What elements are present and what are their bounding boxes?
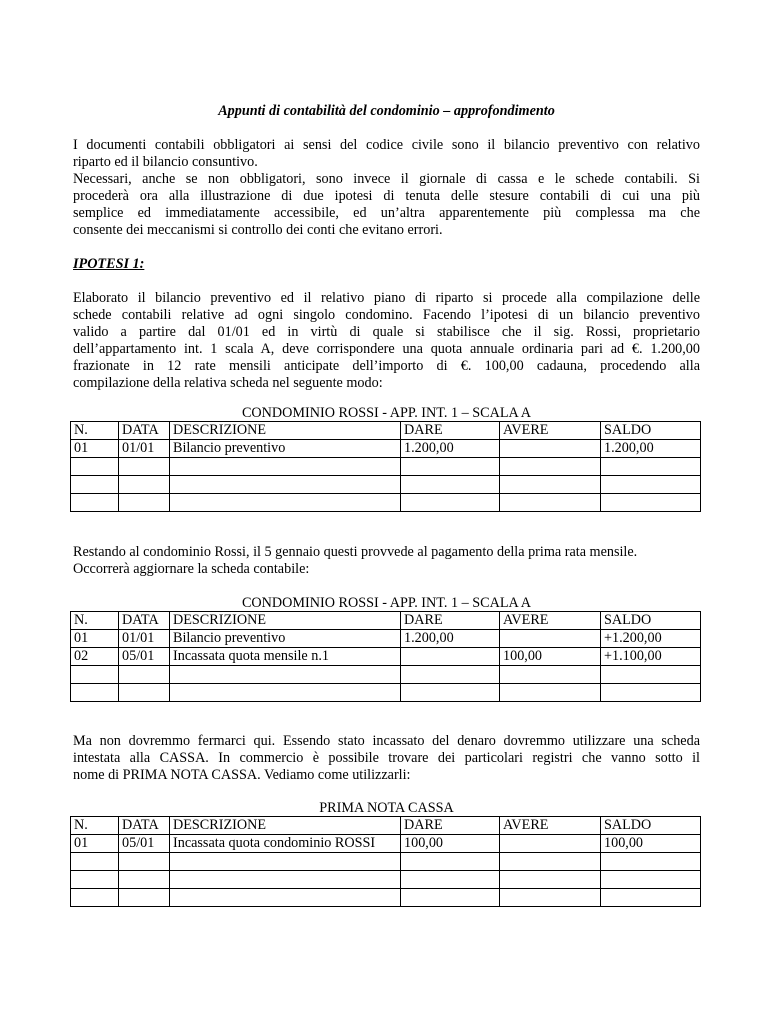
text-line: Ma non dovremmo fermarci qui. Essendo stato incassato del denaro dovremmo utilizzare una scheda bbox=[73, 733, 700, 749]
text-line: Restando al condominio Rossi, il 5 gennaio questi provvede al pagamento della prima rata mensile. bbox=[73, 544, 638, 560]
prima-nota-cassa-table bbox=[70, 816, 701, 907]
table-cell bbox=[71, 871, 119, 889]
header-cell: N. bbox=[71, 817, 119, 835]
table-row bbox=[71, 684, 701, 702]
header-cell: DARE bbox=[401, 612, 500, 630]
table-cell bbox=[170, 853, 401, 871]
table-cell bbox=[119, 889, 170, 907]
table-row bbox=[71, 666, 701, 684]
table-cell bbox=[170, 871, 401, 889]
table-caption: CONDOMINIO ROSSI - APP. INT. 1 – SCALA A bbox=[241, 595, 532, 611]
table-cell bbox=[500, 630, 601, 648]
text-line: Elaborato il bilancio preventivo ed il relativo piano di riparto si procede alla compilazione delle bbox=[73, 290, 700, 306]
table-cell bbox=[401, 889, 500, 907]
table-header-row bbox=[71, 422, 701, 440]
table-cell: +1.100,00 bbox=[601, 648, 701, 666]
text-line: frazionate in 12 rate mensili anticipate dell’importo di €. 100,00 cadauna, procedendo alla bbox=[73, 358, 700, 374]
table-cell: 01/01 bbox=[119, 630, 170, 648]
table-header-row bbox=[71, 817, 701, 835]
table-caption: PRIMA NOTA CASSA bbox=[319, 800, 454, 816]
header-cell: SALDO bbox=[601, 612, 701, 630]
table-cell: 1.200,00 bbox=[401, 440, 500, 458]
table-cell: 100,00 bbox=[500, 648, 601, 666]
header-cell: AVERE bbox=[500, 817, 601, 835]
table-cell bbox=[601, 666, 701, 684]
header-cell: DESCRIZIONE bbox=[170, 422, 401, 440]
header-cell: AVERE bbox=[500, 422, 601, 440]
table-row bbox=[71, 630, 701, 648]
text-line: Occorrerà aggiornare la scheda contabile: bbox=[73, 561, 310, 577]
table-caption: CONDOMINIO ROSSI - APP. INT. 1 – SCALA A bbox=[241, 405, 532, 421]
table-row bbox=[71, 494, 701, 512]
table-row bbox=[71, 440, 701, 458]
table-cell bbox=[500, 666, 601, 684]
table-row bbox=[71, 648, 701, 666]
table-cell bbox=[119, 458, 170, 476]
header-cell: DESCRIZIONE bbox=[170, 817, 401, 835]
table-cell: 05/01 bbox=[119, 835, 170, 853]
table-cell: 1.200,00 bbox=[601, 440, 701, 458]
table-cell: 01 bbox=[71, 630, 119, 648]
section-heading: IPOTESI 1: bbox=[73, 256, 145, 272]
ledger-table-1 bbox=[70, 421, 701, 512]
text-line: riparto ed il bilancio consuntivo. bbox=[73, 154, 258, 170]
table-cell bbox=[401, 666, 500, 684]
table-cell: 01 bbox=[71, 440, 119, 458]
table-row bbox=[71, 835, 701, 853]
table-cell bbox=[119, 494, 170, 512]
table-cell bbox=[71, 684, 119, 702]
text-line: procederà ora alla illustrazione di due ipotesi di tenuta delle stesure contabili di cui una più bbox=[73, 188, 700, 204]
table-cell: Bilancio preventivo bbox=[170, 630, 401, 648]
table-cell: 02 bbox=[71, 648, 119, 666]
table-cell bbox=[170, 666, 401, 684]
table-cell bbox=[500, 440, 601, 458]
header-cell: DESCRIZIONE bbox=[170, 612, 401, 630]
header-cell: DATA bbox=[119, 612, 170, 630]
intro-paragraph bbox=[73, 137, 700, 239]
table-cell bbox=[401, 648, 500, 666]
table-cell bbox=[119, 871, 170, 889]
table-cell: 01 bbox=[71, 835, 119, 853]
table-cell: 1.200,00 bbox=[401, 630, 500, 648]
table-row bbox=[71, 458, 701, 476]
table-cell bbox=[170, 458, 401, 476]
table-cell bbox=[71, 889, 119, 907]
text-line: consente dei meccanismi si controllo dei conti che evitano errori. bbox=[73, 222, 443, 238]
table-cell bbox=[401, 476, 500, 494]
table-row bbox=[71, 889, 701, 907]
table-row bbox=[71, 853, 701, 871]
table-cell bbox=[601, 889, 701, 907]
table-header-row bbox=[71, 612, 701, 630]
table-row bbox=[71, 476, 701, 494]
table-cell bbox=[170, 494, 401, 512]
table-cell: Incassata quota condominio ROSSI bbox=[170, 835, 401, 853]
table-cell bbox=[170, 684, 401, 702]
header-cell: N. bbox=[71, 612, 119, 630]
table-cell bbox=[601, 458, 701, 476]
table-cell bbox=[71, 853, 119, 871]
table-cell bbox=[71, 666, 119, 684]
table-cell bbox=[500, 458, 601, 476]
header-cell: SALDO bbox=[601, 817, 701, 835]
table-cell bbox=[601, 853, 701, 871]
text-line: I documenti contabili obbligatori ai sensi del codice civile sono il bilancio preventivo con relativo bbox=[73, 137, 700, 153]
text-line: nome di PRIMA NOTA CASSA. Vediamo come utilizzarli: bbox=[73, 767, 411, 783]
header-cell: DARE bbox=[401, 422, 500, 440]
table-cell bbox=[500, 835, 601, 853]
table-cell bbox=[170, 889, 401, 907]
table-cell bbox=[401, 684, 500, 702]
table-cell bbox=[500, 889, 601, 907]
paragraph-3 bbox=[73, 733, 700, 784]
table-cell bbox=[401, 871, 500, 889]
table-cell bbox=[401, 458, 500, 476]
table-cell bbox=[119, 476, 170, 494]
table-cell bbox=[119, 666, 170, 684]
table-cell bbox=[71, 494, 119, 512]
header-cell: DARE bbox=[401, 817, 500, 835]
header-cell: N. bbox=[71, 422, 119, 440]
table-cell bbox=[401, 853, 500, 871]
header-cell: DATA bbox=[119, 817, 170, 835]
document-title: Appunti di contabilità del condominio – approfondimento bbox=[218, 103, 555, 119]
table-row bbox=[71, 871, 701, 889]
text-line: valido a partire dal 01/01 ed in virtù di quale si stabilisce che il sig. Rossi, proprietario bbox=[73, 324, 700, 340]
table-cell: Incassata quota mensile n.1 bbox=[170, 648, 401, 666]
header-cell: AVERE bbox=[500, 612, 601, 630]
text-line: semplice ed immediatamente accessibile, ed un’altra apparentemente più complessa ma che bbox=[73, 205, 700, 221]
text-line: schede contabili relative ad ogni singolo condomino. Facendo l’ipotesi di un bilancio preventivo bbox=[73, 307, 700, 323]
header-cell: DATA bbox=[119, 422, 170, 440]
paragraph-1 bbox=[73, 290, 700, 392]
table-cell bbox=[601, 476, 701, 494]
table-cell: 05/01 bbox=[119, 648, 170, 666]
table-cell: +1.200,00 bbox=[601, 630, 701, 648]
table-cell bbox=[119, 853, 170, 871]
table-cell: 100,00 bbox=[401, 835, 500, 853]
table-cell bbox=[119, 684, 170, 702]
table-cell bbox=[500, 871, 601, 889]
table-cell bbox=[500, 494, 601, 512]
table-cell bbox=[500, 853, 601, 871]
table-cell bbox=[401, 494, 500, 512]
table-cell bbox=[500, 476, 601, 494]
text-line: intestata alla CASSA. In commercio è possibile trovare dei particolari registri che vanno sotto il bbox=[73, 750, 700, 766]
text-line: dell’appartamento int. 1 scala A, deve corrispondere una quota annuale ordinaria pari ad €. 1.200,00 bbox=[73, 341, 700, 357]
header-cell: SALDO bbox=[601, 422, 701, 440]
table-cell bbox=[601, 684, 701, 702]
table-cell: 01/01 bbox=[119, 440, 170, 458]
table-cell bbox=[601, 871, 701, 889]
table-cell bbox=[71, 458, 119, 476]
table-cell bbox=[170, 476, 401, 494]
table-cell bbox=[500, 684, 601, 702]
table-cell bbox=[601, 494, 701, 512]
table-cell: 100,00 bbox=[601, 835, 701, 853]
paragraph-2 bbox=[73, 544, 700, 578]
text-line: compilazione della relativa scheda nel seguente modo: bbox=[73, 375, 383, 391]
ledger-table-2 bbox=[70, 611, 701, 702]
text-line: Necessari, anche se non obbligatori, sono invece il giornale di cassa e le schede contabili. Si bbox=[73, 171, 700, 187]
table-cell: Bilancio preventivo bbox=[170, 440, 401, 458]
table-cell bbox=[71, 476, 119, 494]
